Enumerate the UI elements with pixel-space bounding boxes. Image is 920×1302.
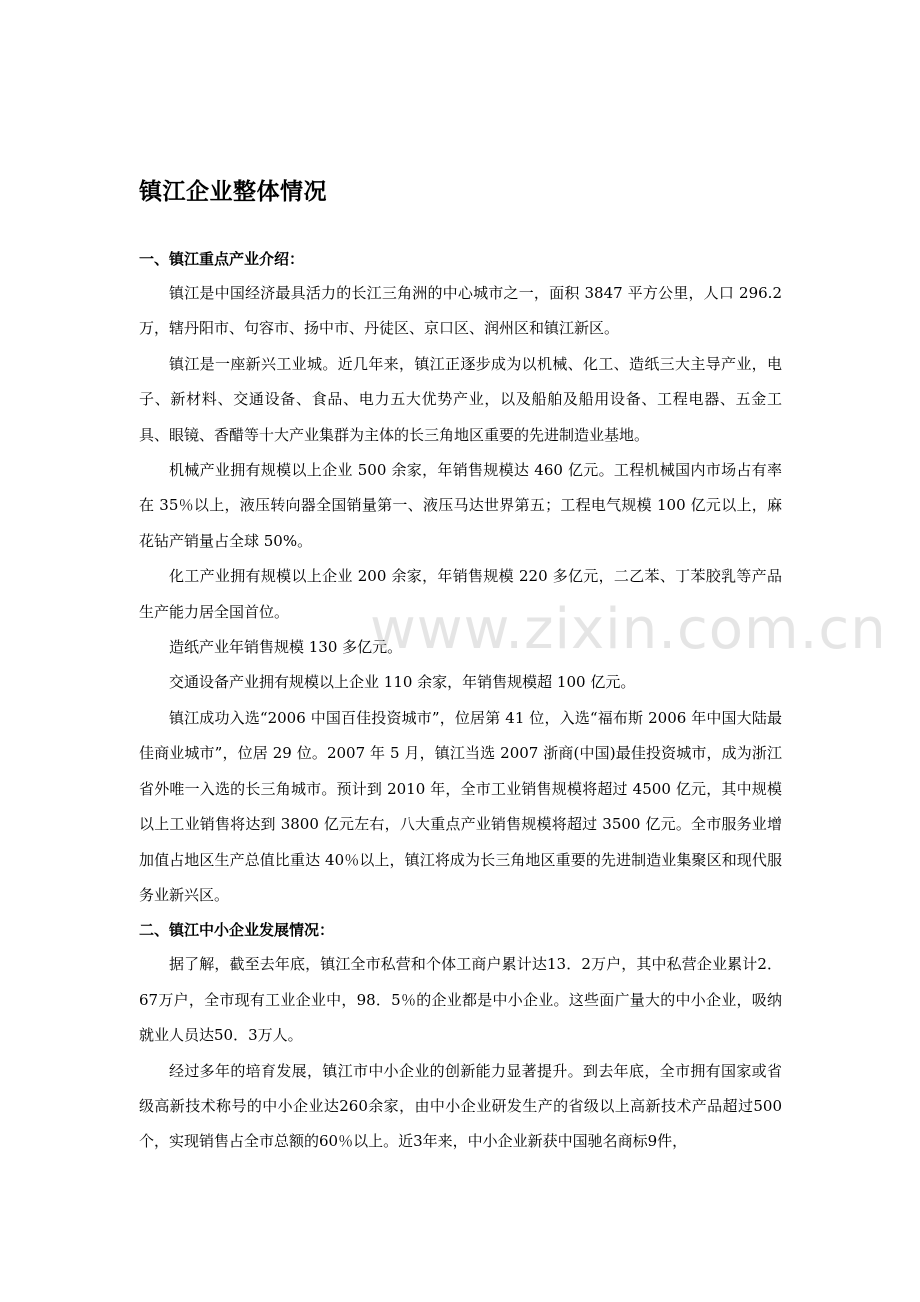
paragraph: 经过多年的培育发展，镇江市中小企业的创新能力显著提升。到去年底，全市拥有国家或省级高新技术称号的中小企业达260余家，由中小企业研发生产的省级以上高新技术产品超过500个，实现销售占全市总额的60％以上。近3年来，中小企业新获中国驰名商标9件， [139,1061,782,1151]
document-title: 镇江企业整体情况 [139,179,327,205]
section-industry [139,242,782,913]
paragraph: 镇江是一座新兴工业城。近几年来，镇江正逐步成为以机械、化工、造纸三大主导产业，电子、新材料、交通设备、食品、电力五大优势产业，以及船舶及船用设备、工程电器、五金工具、眼镜、香醋等十大产业集群为主体的长三角地区重要的先进制造业基地。 [139,354,782,444]
section-heading: 二、镇江中小企业发展情况： [139,921,335,940]
section-heading: 一、镇江重点产业介绍： [139,250,305,268]
paragraph: 机械产业拥有规模以上企业 500 余家，年销售规模达 460 亿元。工程机械国内市场占有率在 35％以上，液压转向器全国销量第一、液压马达世界第五；工程电气规模 100 亿元以上，麻花钻产销量占全球 50%。 [139,461,782,550]
paragraph: 据了解，截至去年底，镇江全市私营和个体工商户累计达13．2万户，其中私营企业累计2．67万户，全市现有工业企业中，98．5％的企业都是中小企业。这些面广量大的中小企业，吸纳就业人员达50．3万人。 [139,955,782,1045]
paragraph: 造纸产业年销售规模 130 多亿元。 [169,638,403,657]
paragraph: 镇江是中国经济最具活力的长江三角洲的中心城市之一，面积 3847 平方公里，人口 296.2 万，辖丹阳市、句容市、扬中市、丹徒区、京口区、润州区和镇江新区。 [139,284,782,338]
watermark: www.zixin.com.cn [370,597,887,662]
paragraph: 化工产业拥有规模以上企业 200 余家，年销售规模 220 多亿元，二乙苯、丁苯胶乳等产品生产能力居全国首位。 [139,567,782,621]
paragraph: 镇江成功入选“2006 中国百佳投资城市”，位居第 41 位，入选“福布斯 2006 年中国大陆最佳商业城市”，位居 29 位。2007 年 5 月，镇江当选 2007 浙商(中国)最佳投资城市，成为浙江省外唯一入选的长三角城市。预计到 2010 年，全市工业销售规模将超过 4500 亿元，其中规模以上工业销售将达到 3800 亿元左右，八大重点产业销售规模将超过 3500 亿元。全市服务业增加值占地区生产总值比重达 40％以上，镇江将成为长三角地区重要的先进制造业集聚区和现代服务业新兴区。 [139,708,782,904]
paragraph: 交通设备产业拥有规模以上企业 110 余家，年销售规模超 100 亿元。 [169,673,636,692]
document-body [139,172,782,1160]
section-sme [139,913,782,1159]
